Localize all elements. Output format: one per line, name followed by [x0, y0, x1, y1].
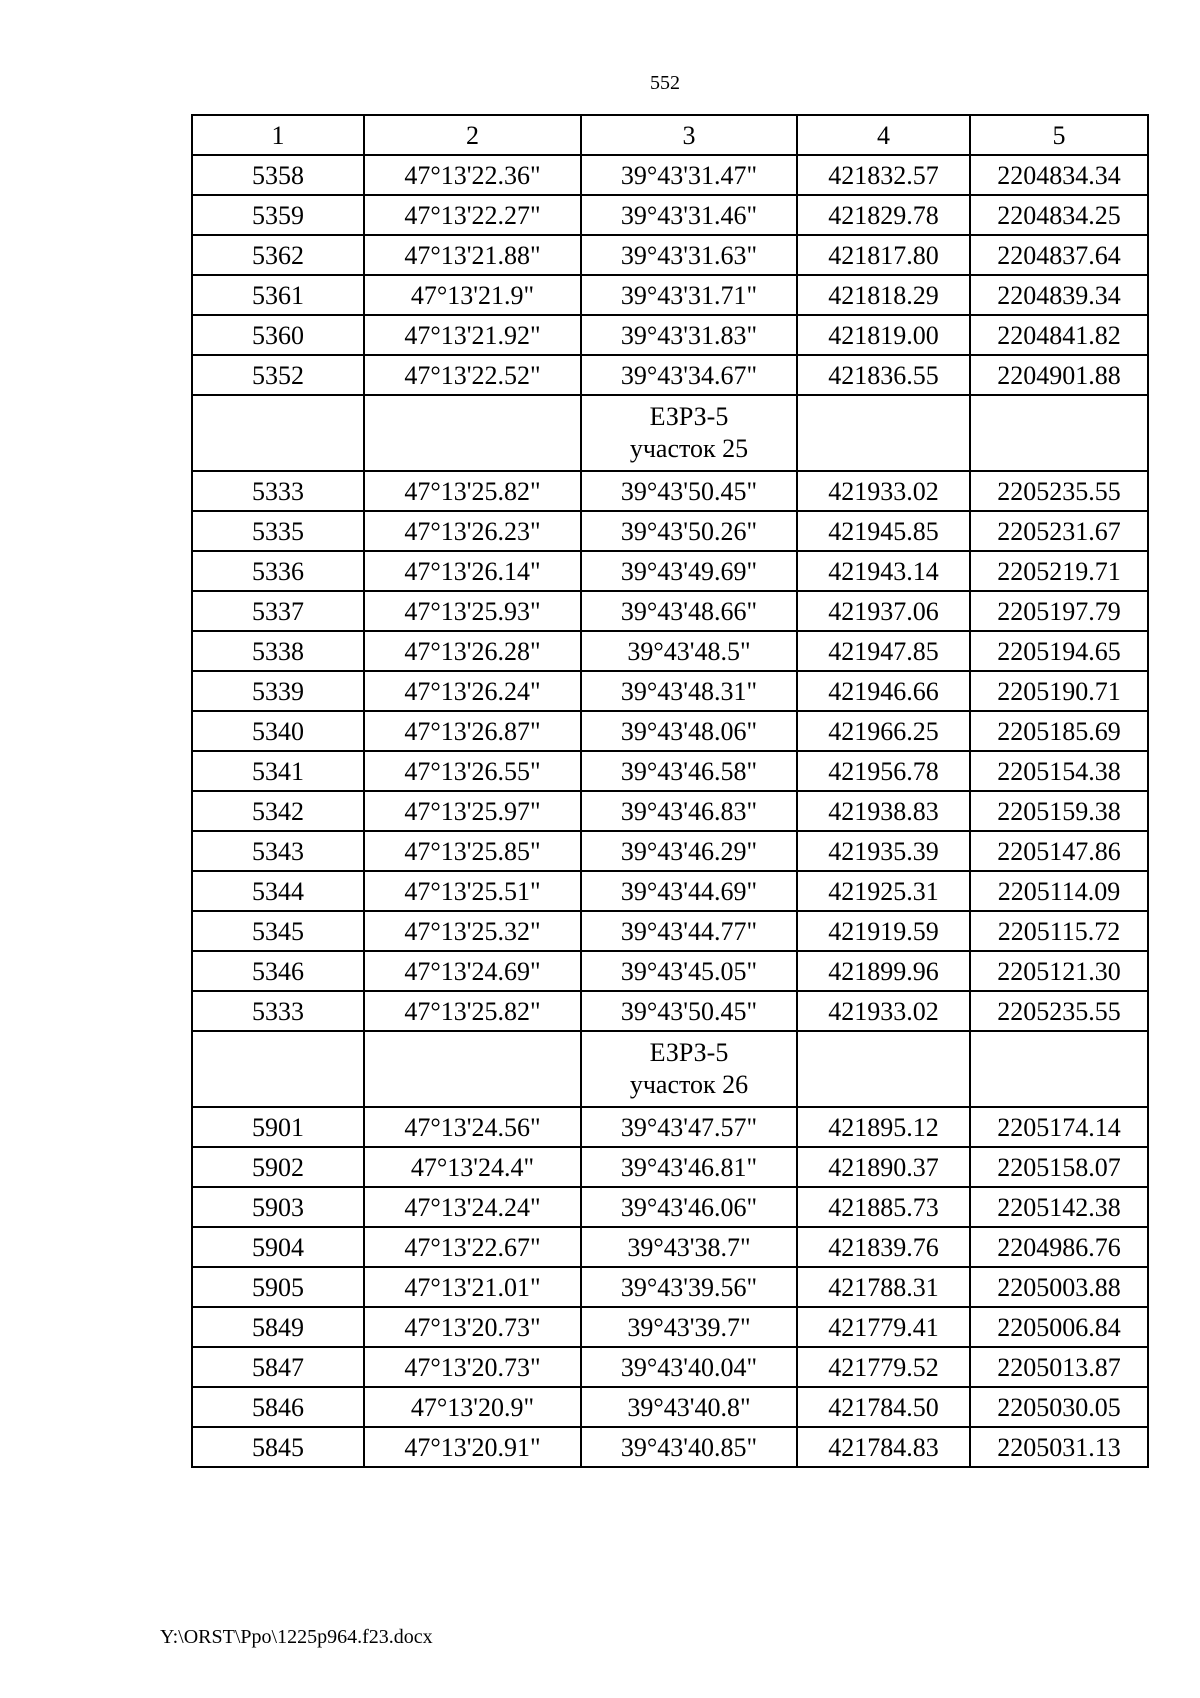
point-number-cell: 5358	[192, 155, 364, 195]
zone-name: ЕЗРЗ-5	[649, 1038, 729, 1067]
latitude-cell: 47°13'25.51"	[364, 871, 581, 911]
latitude-cell: 47°13'26.24"	[364, 671, 581, 711]
latitude-cell: 47°13'26.23"	[364, 511, 581, 551]
empty-cell	[364, 395, 581, 471]
table-row	[192, 1267, 1148, 1307]
latitude-cell: 47°13'25.97"	[364, 791, 581, 831]
x-coordinate-cell: 421966.25	[797, 711, 970, 751]
x-coordinate-cell: 421839.76	[797, 1227, 970, 1267]
y-coordinate-cell: 2204839.34	[970, 275, 1148, 315]
empty-cell	[797, 395, 970, 471]
longitude-cell: 39°43'39.7"	[581, 1307, 797, 1347]
x-coordinate-cell: 421832.57	[797, 155, 970, 195]
plot-name: участок 25	[629, 434, 749, 463]
latitude-cell: 47°13'24.4"	[364, 1147, 581, 1187]
longitude-cell: 39°43'48.31"	[581, 671, 797, 711]
point-number-cell: 5345	[192, 911, 364, 951]
x-coordinate-cell: 421817.80	[797, 235, 970, 275]
x-coordinate-cell: 421818.29	[797, 275, 970, 315]
x-coordinate-cell: 421836.55	[797, 355, 970, 395]
table-row	[192, 871, 1148, 911]
longitude-cell: 39°43'40.8"	[581, 1387, 797, 1427]
table-row	[192, 631, 1148, 671]
y-coordinate-cell: 2205197.79	[970, 591, 1148, 631]
x-coordinate-cell: 421937.06	[797, 591, 970, 631]
y-coordinate-cell: 2205174.14	[970, 1107, 1148, 1147]
x-coordinate-cell: 421933.02	[797, 471, 970, 511]
y-coordinate-cell: 2205158.07	[970, 1147, 1148, 1187]
table-row	[192, 1227, 1148, 1267]
latitude-cell: 47°13'20.9"	[364, 1387, 581, 1427]
longitude-cell: 39°43'48.06"	[581, 711, 797, 751]
table-header-row	[192, 115, 1148, 155]
table-row	[192, 1387, 1148, 1427]
point-number-cell: 5338	[192, 631, 364, 671]
table-row	[192, 711, 1148, 751]
point-number-cell: 5342	[192, 791, 364, 831]
latitude-cell: 47°13'21.92"	[364, 315, 581, 355]
y-coordinate-cell: 2205114.09	[970, 871, 1148, 911]
longitude-cell: 39°43'31.71"	[581, 275, 797, 315]
latitude-cell: 47°13'24.24"	[364, 1187, 581, 1227]
point-number-cell: 5341	[192, 751, 364, 791]
longitude-cell: 39°43'46.29"	[581, 831, 797, 871]
y-coordinate-cell: 2205235.55	[970, 991, 1148, 1031]
longitude-cell: 39°43'44.77"	[581, 911, 797, 951]
point-number-cell: 5359	[192, 195, 364, 235]
column-header: 1	[192, 115, 364, 155]
point-number-cell: 5337	[192, 591, 364, 631]
longitude-cell: 39°43'46.81"	[581, 1147, 797, 1187]
latitude-cell: 47°13'26.87"	[364, 711, 581, 751]
x-coordinate-cell: 421784.50	[797, 1387, 970, 1427]
table-row	[192, 591, 1148, 631]
latitude-cell: 47°13'26.14"	[364, 551, 581, 591]
point-number-cell: 5361	[192, 275, 364, 315]
y-coordinate-cell: 2204834.25	[970, 195, 1148, 235]
longitude-cell: 39°43'31.47"	[581, 155, 797, 195]
x-coordinate-cell: 421899.96	[797, 951, 970, 991]
empty-cell	[970, 1031, 1148, 1107]
plot-name: участок 26	[629, 1070, 749, 1099]
y-coordinate-cell: 2204834.34	[970, 155, 1148, 195]
point-number-cell: 5846	[192, 1387, 364, 1427]
file-path-footer: Y:\ORST\Ppo\1225p964.f23.docx	[160, 1626, 433, 1648]
x-coordinate-cell: 421956.78	[797, 751, 970, 791]
table-row	[192, 1427, 1148, 1467]
x-coordinate-cell: 421895.12	[797, 1107, 970, 1147]
y-coordinate-cell: 2205121.30	[970, 951, 1148, 991]
point-number-cell: 5335	[192, 511, 364, 551]
latitude-cell: 47°13'25.85"	[364, 831, 581, 871]
x-coordinate-cell: 421945.85	[797, 511, 970, 551]
x-coordinate-cell: 421788.31	[797, 1267, 970, 1307]
longitude-cell: 39°43'38.7"	[581, 1227, 797, 1267]
y-coordinate-cell: 2205142.38	[970, 1187, 1148, 1227]
longitude-cell: 39°43'50.45"	[581, 991, 797, 1031]
y-coordinate-cell: 2204841.82	[970, 315, 1148, 355]
y-coordinate-cell: 2205231.67	[970, 511, 1148, 551]
column-header: 2	[364, 115, 581, 155]
y-coordinate-cell: 2205194.65	[970, 631, 1148, 671]
x-coordinate-cell: 421919.59	[797, 911, 970, 951]
point-number-cell: 5849	[192, 1307, 364, 1347]
point-number-cell: 5903	[192, 1187, 364, 1227]
longitude-cell: 39°43'46.06"	[581, 1187, 797, 1227]
point-number-cell: 5362	[192, 235, 364, 275]
column-header: 4	[797, 115, 970, 155]
x-coordinate-cell: 421779.52	[797, 1347, 970, 1387]
longitude-cell: 39°43'31.83"	[581, 315, 797, 355]
longitude-cell: 39°43'39.56"	[581, 1267, 797, 1307]
latitude-cell: 47°13'20.91"	[364, 1427, 581, 1467]
y-coordinate-cell: 2205219.71	[970, 551, 1148, 591]
table-row	[192, 831, 1148, 871]
latitude-cell: 47°13'22.27"	[364, 195, 581, 235]
point-number-cell: 5339	[192, 671, 364, 711]
y-coordinate-cell: 2205235.55	[970, 471, 1148, 511]
empty-cell	[970, 395, 1148, 471]
section-title-cell	[581, 1031, 797, 1107]
point-number-cell: 5333	[192, 471, 364, 511]
table-row	[192, 911, 1148, 951]
latitude-cell: 47°13'22.52"	[364, 355, 581, 395]
page-number: 552	[650, 72, 680, 94]
latitude-cell: 47°13'24.69"	[364, 951, 581, 991]
point-number-cell: 5336	[192, 551, 364, 591]
table-row	[192, 1107, 1148, 1147]
coordinates-table	[191, 114, 1149, 1468]
column-header: 5	[970, 115, 1148, 155]
latitude-cell: 47°13'24.56"	[364, 1107, 581, 1147]
latitude-cell: 47°13'26.55"	[364, 751, 581, 791]
x-coordinate-cell: 421947.85	[797, 631, 970, 671]
longitude-cell: 39°43'34.67"	[581, 355, 797, 395]
point-number-cell: 5346	[192, 951, 364, 991]
y-coordinate-cell: 2205030.05	[970, 1387, 1148, 1427]
x-coordinate-cell: 421890.37	[797, 1147, 970, 1187]
point-number-cell: 5340	[192, 711, 364, 751]
latitude-cell: 47°13'21.9"	[364, 275, 581, 315]
latitude-cell: 47°13'22.67"	[364, 1227, 581, 1267]
y-coordinate-cell: 2205190.71	[970, 671, 1148, 711]
point-number-cell: 5902	[192, 1147, 364, 1187]
point-number-cell: 5343	[192, 831, 364, 871]
x-coordinate-cell: 421885.73	[797, 1187, 970, 1227]
point-number-cell: 5847	[192, 1347, 364, 1387]
x-coordinate-cell: 421933.02	[797, 991, 970, 1031]
table-row	[192, 1307, 1148, 1347]
section-title-cell	[581, 395, 797, 471]
point-number-cell: 5845	[192, 1427, 364, 1467]
table-row	[192, 791, 1148, 831]
section-header-row	[192, 1031, 1148, 1107]
table-row	[192, 1187, 1148, 1227]
longitude-cell: 39°43'47.57"	[581, 1107, 797, 1147]
table-row	[192, 235, 1148, 275]
y-coordinate-cell: 2205185.69	[970, 711, 1148, 751]
y-coordinate-cell: 2205013.87	[970, 1347, 1148, 1387]
empty-cell	[364, 1031, 581, 1107]
table-row	[192, 355, 1148, 395]
longitude-cell: 39°43'50.45"	[581, 471, 797, 511]
y-coordinate-cell: 2205115.72	[970, 911, 1148, 951]
table-row	[192, 751, 1148, 791]
column-header: 3	[581, 115, 797, 155]
latitude-cell: 47°13'21.88"	[364, 235, 581, 275]
y-coordinate-cell: 2204986.76	[970, 1227, 1148, 1267]
table-row	[192, 511, 1148, 551]
longitude-cell: 39°43'40.85"	[581, 1427, 797, 1467]
longitude-cell: 39°43'45.05"	[581, 951, 797, 991]
y-coordinate-cell: 2205159.38	[970, 791, 1148, 831]
x-coordinate-cell: 421784.83	[797, 1427, 970, 1467]
latitude-cell: 47°13'21.01"	[364, 1267, 581, 1307]
table-row	[192, 671, 1148, 711]
table-row	[192, 155, 1148, 195]
point-number-cell: 5360	[192, 315, 364, 355]
empty-cell	[797, 1031, 970, 1107]
y-coordinate-cell: 2205003.88	[970, 1267, 1148, 1307]
table-row	[192, 1147, 1148, 1187]
x-coordinate-cell: 421819.00	[797, 315, 970, 355]
table-row	[192, 951, 1148, 991]
table-row	[192, 551, 1148, 591]
y-coordinate-cell: 2204837.64	[970, 235, 1148, 275]
point-number-cell: 5905	[192, 1267, 364, 1307]
longitude-cell: 39°43'31.46"	[581, 195, 797, 235]
longitude-cell: 39°43'50.26"	[581, 511, 797, 551]
longitude-cell: 39°43'48.5"	[581, 631, 797, 671]
table-row	[192, 1347, 1148, 1387]
latitude-cell: 47°13'25.93"	[364, 591, 581, 631]
x-coordinate-cell: 421935.39	[797, 831, 970, 871]
table-row	[192, 195, 1148, 235]
latitude-cell: 47°13'25.32"	[364, 911, 581, 951]
zone-name: ЕЗРЗ-5	[649, 402, 729, 431]
latitude-cell: 47°13'26.28"	[364, 631, 581, 671]
longitude-cell: 39°43'44.69"	[581, 871, 797, 911]
x-coordinate-cell: 421925.31	[797, 871, 970, 911]
x-coordinate-cell: 421946.66	[797, 671, 970, 711]
latitude-cell: 47°13'25.82"	[364, 991, 581, 1031]
y-coordinate-cell: 2205154.38	[970, 751, 1148, 791]
table-row	[192, 991, 1148, 1031]
y-coordinate-cell: 2205147.86	[970, 831, 1148, 871]
longitude-cell: 39°43'46.58"	[581, 751, 797, 791]
latitude-cell: 47°13'25.82"	[364, 471, 581, 511]
x-coordinate-cell: 421779.41	[797, 1307, 970, 1347]
point-number-cell: 5904	[192, 1227, 364, 1267]
point-number-cell: 5352	[192, 355, 364, 395]
y-coordinate-cell: 2205031.13	[970, 1427, 1148, 1467]
empty-cell	[192, 1031, 364, 1107]
y-coordinate-cell: 2205006.84	[970, 1307, 1148, 1347]
latitude-cell: 47°13'20.73"	[364, 1307, 581, 1347]
point-number-cell: 5333	[192, 991, 364, 1031]
point-number-cell: 5901	[192, 1107, 364, 1147]
longitude-cell: 39°43'49.69"	[581, 551, 797, 591]
empty-cell	[192, 395, 364, 471]
table-row	[192, 315, 1148, 355]
latitude-cell: 47°13'20.73"	[364, 1347, 581, 1387]
table-body	[192, 115, 1148, 1467]
longitude-cell: 39°43'31.63"	[581, 235, 797, 275]
x-coordinate-cell: 421829.78	[797, 195, 970, 235]
latitude-cell: 47°13'22.36"	[364, 155, 581, 195]
longitude-cell: 39°43'48.66"	[581, 591, 797, 631]
table-row	[192, 275, 1148, 315]
section-header-row	[192, 395, 1148, 471]
longitude-cell: 39°43'46.83"	[581, 791, 797, 831]
point-number-cell: 5344	[192, 871, 364, 911]
y-coordinate-cell: 2204901.88	[970, 355, 1148, 395]
x-coordinate-cell: 421943.14	[797, 551, 970, 591]
table-row	[192, 471, 1148, 511]
x-coordinate-cell: 421938.83	[797, 791, 970, 831]
longitude-cell: 39°43'40.04"	[581, 1347, 797, 1387]
